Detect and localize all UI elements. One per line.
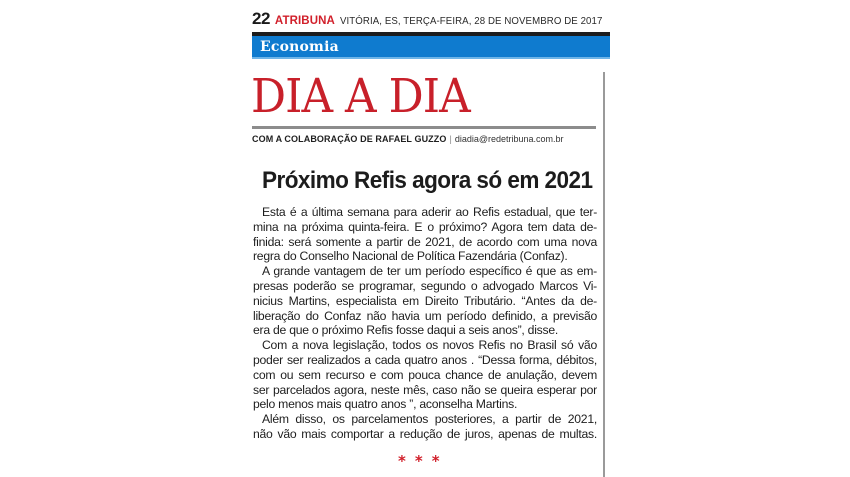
- text-line: Com a nova legislação, todos os novos Refis no Brasil só vão: [262, 338, 597, 353]
- logo-wordmark: TRIBUNA: [282, 15, 335, 27]
- text-line: Esta é a última semana para aderir ao Refis estadual, que ter-: [262, 205, 597, 219]
- text-line: ser parcelados agora, neste mês, caso não se queira esperar por: [253, 382, 597, 397]
- text-line: não vão mais comportar a redução de juros, apenas de multas.: [253, 426, 597, 441]
- text-line: Além disso, os parcelamentos posteriores, a partir de 2021,: [262, 412, 597, 427]
- text-line: nicius Martins, especialista em Direito Tributário. “Antes da de-: [253, 293, 597, 308]
- text-line: mina na próxima quinta-feira. E o próximo? Agora tem data de-: [253, 219, 597, 234]
- paragraph-1: [253, 205, 597, 264]
- section-label: Economia: [260, 38, 339, 55]
- text-line: regra do Conselho Nacional de Política Fazendária (Confaz).: [253, 249, 568, 264]
- text-line: pelo menos mais quatro anos ”, aconselha Martins.: [253, 397, 518, 412]
- page-number: 22: [252, 9, 270, 28]
- column-divider: [603, 72, 605, 477]
- article-body: [253, 205, 597, 442]
- text-line: era de que o próximo Refis fosse daqui a seis anos”, disse.: [253, 323, 559, 338]
- section-banner-bar: [252, 36, 610, 59]
- text-line: A grande vantagem de ter um período específico é que as em-: [262, 264, 597, 279]
- text-line: finida: será somente a partir de 2021, de acordo com uma nova: [253, 234, 597, 249]
- section-banner: [252, 32, 610, 59]
- article-headline: Próximo Refis agora só em 2021: [262, 167, 593, 194]
- logo-letter-a: A: [274, 15, 283, 27]
- text-line: liberação do Confaz não havia um período definido, a previsão: [253, 308, 597, 323]
- title-rule: [252, 126, 596, 129]
- text-line: com ou sem recurso e com pouca chance de anulação, devem: [253, 367, 597, 382]
- column-title: DIA A DIA: [251, 69, 470, 124]
- paragraph-2: [253, 264, 597, 338]
- text-line: poder ser realizados a cada quatro anos . “Dessa forma, débitos,: [253, 352, 597, 367]
- dateline: VITÓRIA, ES, TERÇA-FEIRA, 28 DE NOVEMBRO DE 2017: [339, 15, 603, 27]
- credits-separator: |: [449, 134, 452, 144]
- newspaper-logo: [275, 15, 335, 27]
- byline: COM A COLABORAÇÃO DE RAFAEL GUZZO: [252, 134, 447, 144]
- page-header: [252, 9, 625, 27]
- end-ornament-asterisks: ***: [398, 452, 449, 470]
- text-line: presas poderão se programar, segundo o advogado Marcos Vi-: [253, 278, 597, 293]
- contact-email: diadia@redetribuna.com.br: [454, 134, 564, 144]
- paragraph-4: [253, 412, 597, 442]
- paragraph-3: [253, 338, 597, 412]
- column-credits: [252, 134, 564, 144]
